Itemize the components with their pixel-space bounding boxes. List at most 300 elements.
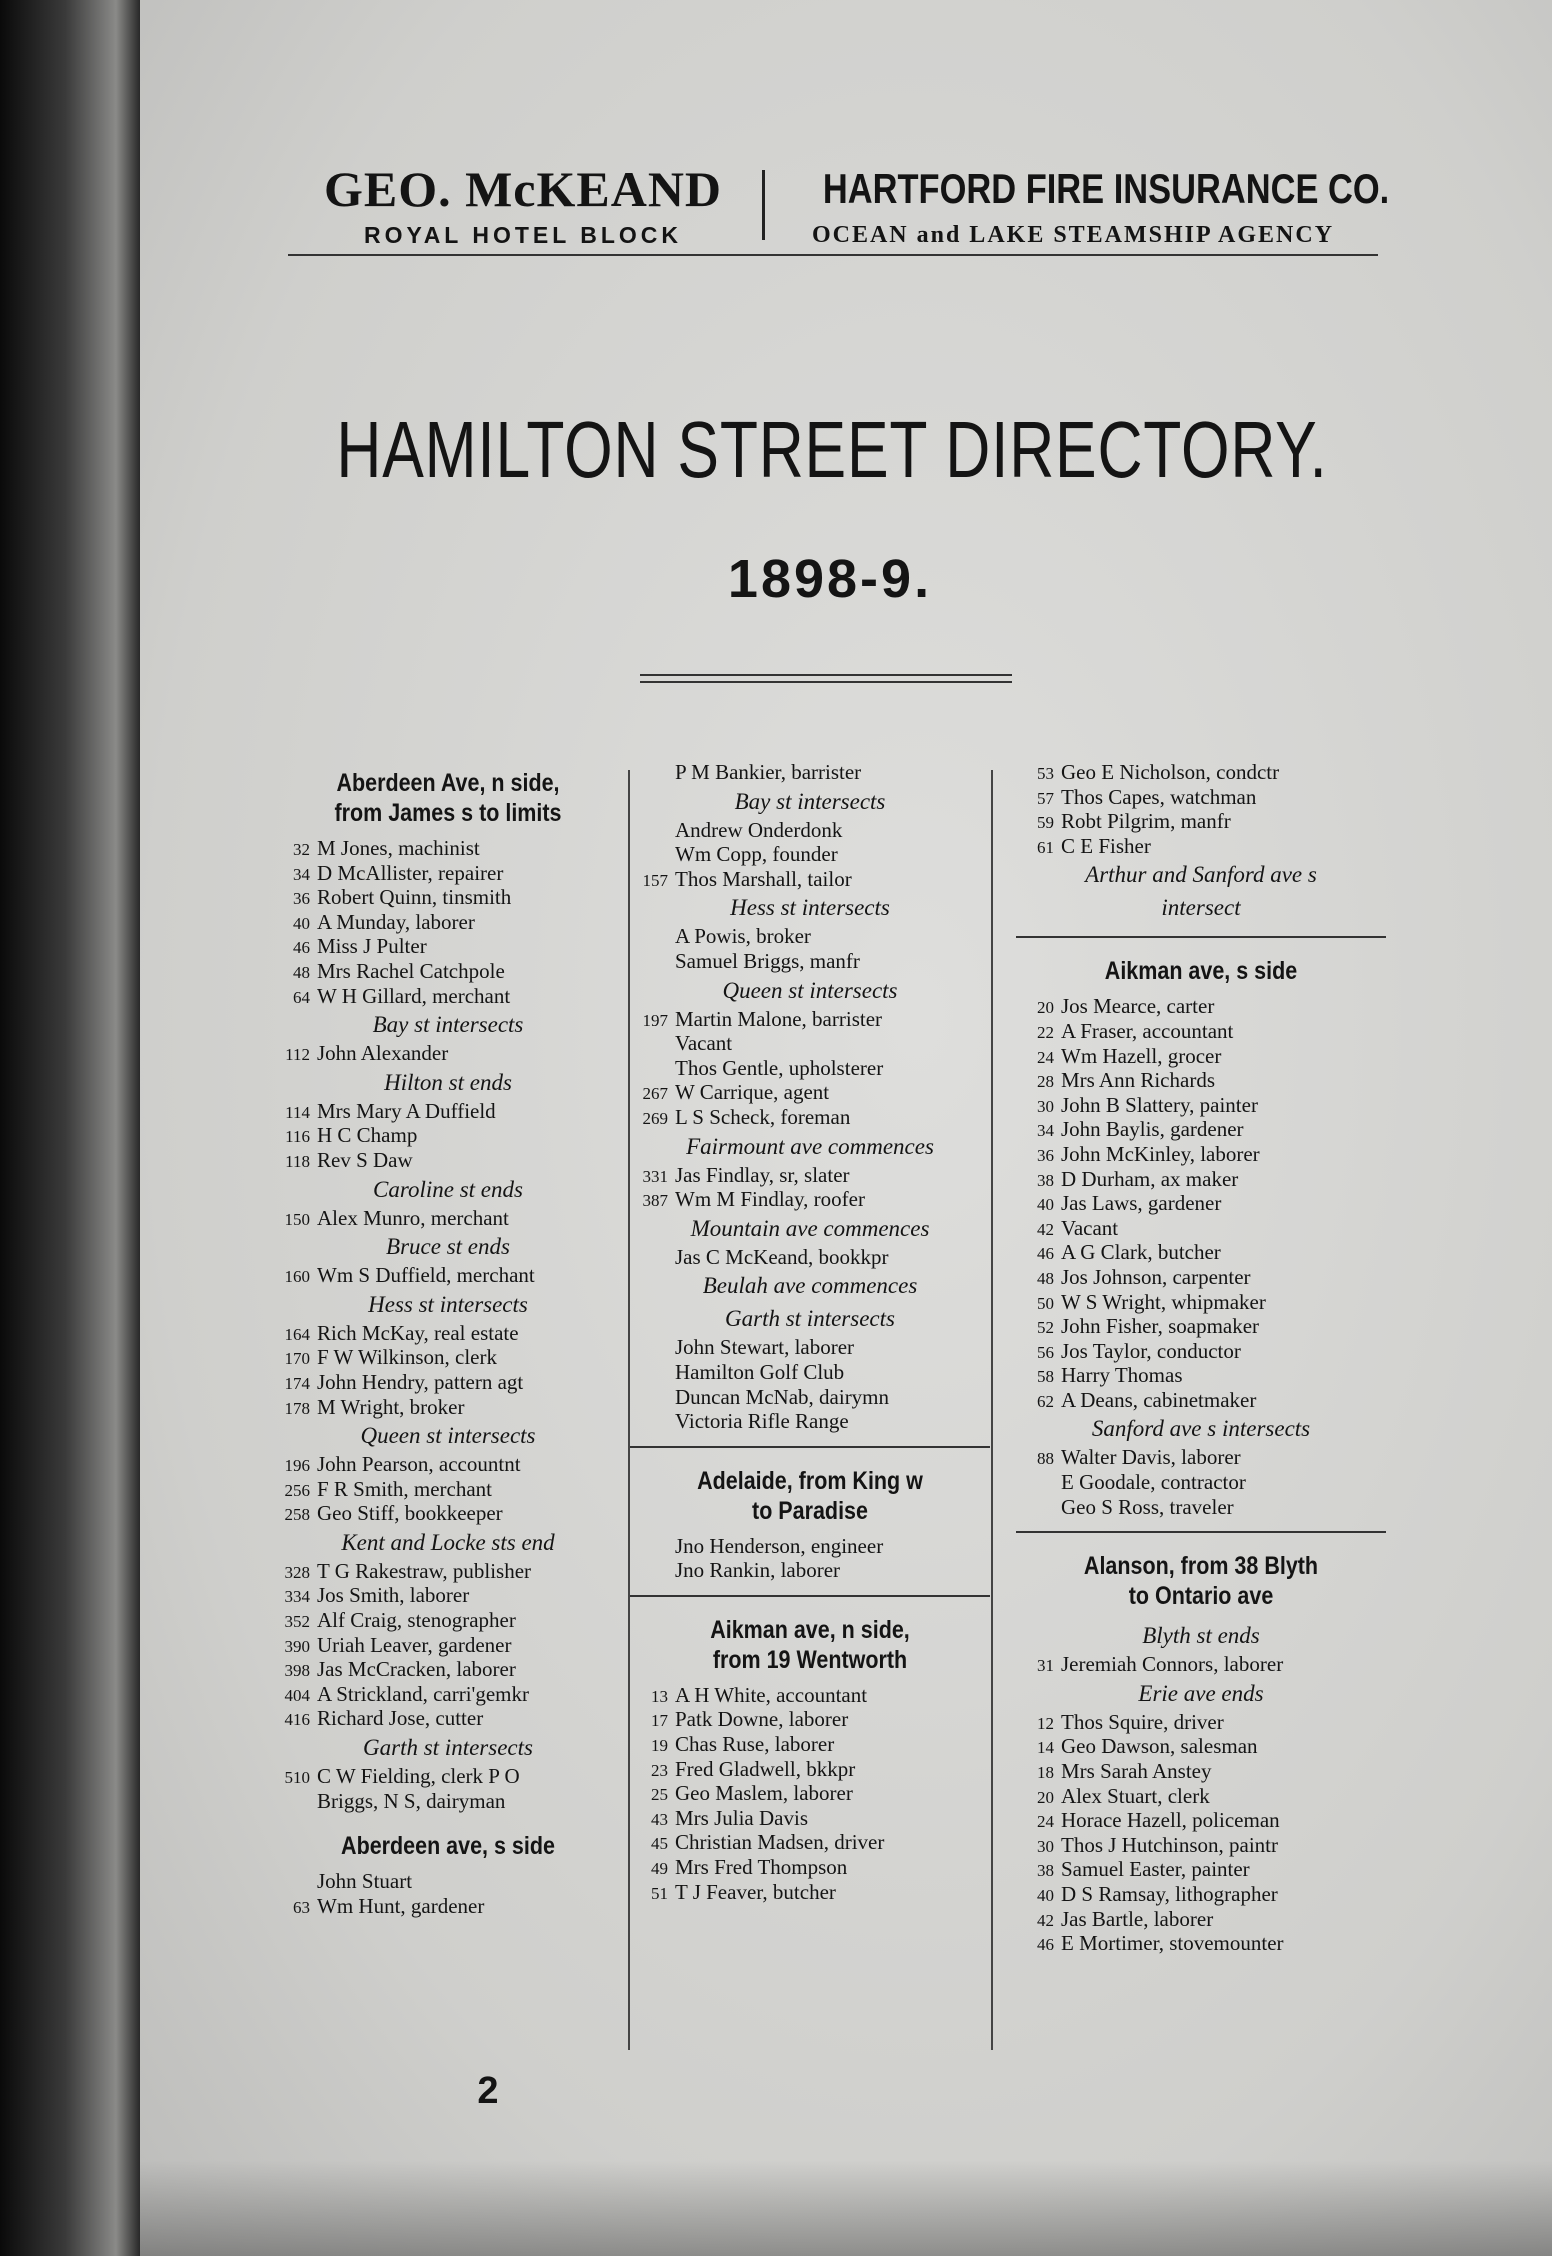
resident-name: Chas Ruse, laborer [675,1732,835,1757]
resident-name: Miss J Pulter [317,934,427,959]
directory-entry [1016,994,1386,1019]
directory-entry [272,1559,624,1584]
house-number: 13 [651,1686,668,1706]
directory-entry [1016,1808,1386,1833]
street-heading-line: from James s to limits [334,799,562,827]
directory-entry [630,1558,990,1583]
resident-name: Samuel Easter, painter [1061,1857,1250,1882]
resident-name: Alex Munro, merchant [317,1205,509,1230]
resident-name: M Jones, machinist [317,836,480,860]
directory-entry [630,842,990,867]
directory-entry [272,1321,624,1346]
section-gap [272,1813,624,1823]
directory-entry [630,867,990,892]
directory-entry [272,1123,624,1148]
ad-rule [288,254,1378,256]
resident-name: M Wright, broker [317,1394,465,1419]
directory-entry [272,1041,624,1066]
resident-name: Mrs Ann Richards [1061,1068,1215,1093]
house-number: 43 [651,1809,668,1829]
house-number: 258 [284,1505,310,1525]
directory-entry [1016,1652,1386,1677]
intersection-note: Bay st intersects [734,788,886,814]
resident-name: T G Rakestraw, publisher [317,1558,532,1583]
directory-entry [1016,1907,1386,1932]
intersection-note: Arthur and Sanford ave s [1085,862,1317,888]
house-number: 269 [642,1108,668,1128]
directory-entry [1016,1314,1386,1339]
section-separator [630,1595,990,1597]
resident-name: A H White, accountant [675,1682,868,1707]
intersection-note: Hess st intersects [730,895,890,921]
resident-name: Mrs Mary A Duffield [317,1098,496,1123]
intersection-note: Mountain ave commences [690,1215,930,1241]
directory-entry [630,1245,990,1270]
resident-name: A Powis, broker [675,924,811,949]
resident-name: Christian Madsen, driver [675,1830,885,1855]
resident-name: Mrs Fred Thompson [675,1855,848,1880]
resident-name: Robert Quinn, tinsmith [317,885,512,910]
resident-name: A Fraser, accountant [1061,1018,1234,1043]
directory-entry [1016,1470,1386,1495]
directory-entry [272,1477,624,1502]
house-number: 20 [1037,1787,1054,1807]
resident-name: John B Slattery, painter [1061,1092,1258,1117]
directory-entry [630,1830,990,1855]
directory-entry [630,1534,990,1559]
directory-entry [1016,1265,1386,1290]
directory-entry [1016,1833,1386,1858]
resident-name: D McAllister, repairer [317,860,504,885]
house-number: 46 [293,938,310,958]
directory-entry [1016,1240,1386,1265]
house-number: 88 [1037,1449,1054,1469]
directory-entry [1016,1388,1386,1413]
directory-entry [272,1583,624,1608]
directory-entry [1016,834,1386,859]
directory-entry [272,1706,624,1731]
resident-name: C W Fielding, clerk P O [317,1764,520,1789]
resident-name: Thos Marshall, tailor [675,866,852,891]
resident-name: John Baylis, gardener [1061,1117,1244,1142]
resident-name: T J Feaver, butcher [675,1879,836,1904]
street-heading [1016,948,1386,994]
intersection-note: Fairmount ave commences [686,1133,934,1159]
directory-entry [630,1880,990,1905]
directory-entry [1016,1019,1386,1044]
house-number: 51 [651,1883,668,1903]
street-heading-line: Aikman ave, s side [1104,957,1298,986]
house-number: 22 [1037,1022,1054,1042]
directory-entry [1016,1216,1386,1241]
directory-entry [272,861,624,886]
directory-column-3 [1016,760,1386,1956]
house-number: 416 [284,1710,310,1730]
resident-name: John Alexander [317,1041,449,1066]
ad-left [288,160,758,252]
resident-name: H C Champ [317,1123,418,1148]
directory-entry [1016,1093,1386,1118]
resident-name: Alf Craig, stenographer [317,1608,516,1633]
house-number: 36 [1037,1145,1054,1165]
resident-name: Rich McKay, real estate [317,1320,519,1345]
street-heading-line: Aberdeen ave, s side [341,1832,555,1861]
resident-name: Thos J Hutchinson, paintr [1061,1832,1278,1857]
resident-name: John Pearson, accountnt [317,1452,521,1477]
resident-name: A Munday, laborer [317,909,475,934]
house-number: 48 [1037,1268,1054,1288]
house-number: 14 [1037,1738,1054,1758]
resident-name: E Mortimer, stovemounter [1061,1931,1284,1956]
house-number: 30 [1037,1836,1054,1856]
directory-entry [1016,1759,1386,1784]
intersection-note: Queen st intersects [722,977,898,1003]
intersection-note: Bay st intersects [372,1012,524,1038]
house-number: 36 [293,889,310,909]
street-heading [1016,1543,1386,1619]
resident-name: Jno Henderson, engineer [675,1533,884,1558]
ad-right-sub: OCEAN and LAKE STEAMSHIP AGENCY [811,222,1335,248]
directory-entry [272,1345,624,1370]
ad-left-sub: ROYAL HOTEL BLOCK [363,222,683,248]
ad-right [768,160,1390,252]
resident-name: E Goodale, contractor [1061,1470,1246,1495]
house-number: 23 [651,1760,668,1780]
house-number: 390 [284,1636,310,1656]
resident-name: Rev S Daw [317,1147,413,1172]
house-number: 150 [284,1209,310,1229]
resident-name: Wm S Duffield, merchant [317,1263,535,1288]
street-heading-line: to Ontario ave [1128,1582,1274,1611]
ad-right-name: HARTFORD FIRE INSURANCE CO. [822,165,1390,212]
directory-entry [1016,1068,1386,1093]
house-number: 28 [1037,1072,1054,1092]
house-number: 49 [651,1859,668,1879]
street-heading-line: Aberdeen Ave, n side, [336,769,560,797]
house-number: 48 [293,962,310,982]
resident-name: Thos Squire, driver [1061,1709,1224,1734]
house-number: 52 [1037,1318,1054,1338]
directory-entry [630,1163,990,1188]
resident-name: Vacant [1061,1215,1119,1240]
directory-entry [630,818,990,843]
house-number: 32 [293,840,310,859]
directory-entry [630,1335,990,1360]
directory-entry [272,1682,624,1707]
directory-entry [630,1080,990,1105]
directory-entry [272,910,624,935]
directory-entry [630,1007,990,1032]
resident-name: Wm Hazell, grocer [1061,1043,1222,1068]
directory-entry [272,1608,624,1633]
house-number: 19 [651,1736,668,1756]
title-rule [640,674,1012,676]
house-number: 25 [651,1785,668,1805]
house-number: 46 [1037,1244,1054,1264]
street-heading [272,1823,624,1869]
ad-divider [762,170,765,240]
resident-name: John Stuart [317,1869,413,1894]
resident-name: F W Wilkinson, clerk [317,1345,497,1370]
resident-name: L S Scheck, foreman [675,1104,851,1129]
resident-name: Martin Malone, barrister [675,1006,883,1031]
section-separator [630,1446,990,1448]
directory-entry [1016,1044,1386,1069]
house-number: 53 [1037,764,1054,783]
directory-column-1 [272,760,624,1918]
house-number: 24 [1037,1812,1054,1832]
directory-entry [1016,1363,1386,1388]
intersection-note: Caroline st ends [373,1176,523,1202]
house-number: 267 [642,1084,668,1104]
street-heading-line: Adelaide, from King w [697,1466,923,1495]
directory-entry [272,885,624,910]
house-number: 178 [284,1398,310,1418]
house-number: 164 [284,1324,310,1344]
directory-entry [630,1855,990,1880]
house-number: 160 [284,1267,310,1287]
house-number: 331 [642,1166,668,1186]
resident-name: Jno Rankin, laborer [675,1558,841,1583]
directory-entry [272,1206,624,1231]
resident-name: A G Clark, butcher [1061,1240,1221,1265]
resident-name: Jos Mearce, carter [1061,994,1215,1019]
house-number: 34 [1037,1121,1054,1141]
intersection-note: Queen st intersects [360,1423,536,1449]
resident-name: Fred Gladwell, bkkpr [675,1756,856,1781]
directory-entry [630,1781,990,1806]
directory-entry [1016,1495,1386,1520]
resident-name: Robt Pilgrim, manfr [1061,809,1231,834]
street-heading-line: from 19 Wentworth [712,1645,908,1674]
directory-entry [272,1764,624,1789]
directory-entry [1016,1445,1386,1470]
directory-entry [272,1263,624,1288]
intersection-note: Sanford ave s intersects [1091,1416,1311,1442]
directory-entry [1016,785,1386,810]
house-number: 24 [1037,1047,1054,1067]
street-heading [630,1607,990,1683]
resident-name: Alex Stuart, clerk [1061,1783,1210,1808]
resident-name: Wm M Findlay, roofer [675,1187,865,1212]
resident-name: Horace Hazell, policeman [1061,1808,1280,1833]
street-heading [630,1458,990,1534]
house-number: 196 [284,1456,310,1476]
directory-entry [1016,1167,1386,1192]
directory-entry [272,1894,624,1919]
section-separator [1016,936,1386,938]
directory-entry [630,1732,990,1757]
house-number: 352 [284,1612,310,1632]
house-number: 116 [285,1127,310,1147]
house-number: 256 [284,1480,310,1500]
directory-entry [1016,809,1386,834]
directory-entry [272,1452,624,1477]
house-number: 56 [1037,1342,1054,1362]
house-number: 18 [1037,1763,1054,1783]
resident-name: Mrs Rachel Catchpole [317,958,505,983]
resident-name: Thos Gentle, upholsterer [675,1055,884,1080]
directory-entry [272,1501,624,1526]
resident-name: Briggs, N S, dairyman [317,1788,506,1813]
street-heading-line: to Paradise [752,1496,868,1525]
resident-name: Harry Thomas [1061,1363,1183,1388]
directory-column-2 [630,760,990,1904]
street-heading-line: Alanson, from 38 Blyth [1083,1552,1319,1581]
intersection-note: Garth st intersects [363,1735,533,1761]
house-number: 62 [1037,1391,1054,1411]
house-number: 34 [293,864,310,884]
directory-entry [630,1707,990,1732]
house-number: 40 [1037,1195,1054,1215]
resident-name: P M Bankier, barrister [675,760,862,784]
resident-name: Jas C McKeand, bookkpr [675,1244,889,1269]
resident-name: John Hendry, pattern agt [317,1369,524,1394]
directory-entry [272,1099,624,1124]
page-title: HAMILTON STREET DIRECTORY. [336,405,1328,494]
advertisement-header [288,160,1390,260]
directory-entry [1016,1931,1386,1956]
resident-name: Duncan McNab, dairymn [675,1384,890,1409]
directory-entry [272,1395,624,1420]
resident-name: Jas Findlay, sr, slater [675,1162,850,1187]
column-divider [991,770,993,2050]
intersection-note: Hess st intersects [368,1291,528,1317]
resident-name: Jas McCracken, laborer [317,1657,516,1682]
directory-entry [630,1187,990,1212]
house-number: 58 [1037,1367,1054,1387]
resident-name: Walter Davis, laborer [1061,1445,1241,1470]
resident-name: F R Smith, merchant [317,1476,492,1501]
resident-name: Richard Jose, cutter [317,1706,484,1731]
directory-entry [272,836,624,861]
resident-name: Mrs Julia Davis [675,1805,808,1830]
directory-entry [272,959,624,984]
directory-entry [272,984,624,1009]
resident-name: Wm Hunt, gardener [317,1893,485,1918]
house-number: 20 [1037,998,1054,1018]
house-number: 42 [1037,1219,1054,1239]
resident-name: Hamilton Golf Club [675,1359,845,1384]
house-number: 50 [1037,1293,1054,1313]
directory-entry [1016,1710,1386,1735]
resident-name: D Durham, ax maker [1061,1166,1239,1191]
intersection-note: Erie ave ends [1138,1680,1264,1706]
directory-entry [630,1360,990,1385]
house-number: 157 [642,870,668,890]
directory-entry [272,1633,624,1658]
directory-entry [630,1683,990,1708]
directory-entry [630,760,990,785]
house-number: 30 [1037,1096,1054,1116]
intersection-note: Beulah ave commences [702,1273,918,1299]
house-number: 45 [651,1834,668,1854]
book-spine [0,0,145,2256]
street-heading [272,760,624,836]
resident-name: Vacant [675,1031,733,1056]
house-number: 46 [1037,1935,1054,1955]
directory-entry [1016,1784,1386,1809]
intersection-note: Hilton st ends [384,1069,512,1095]
page-year: 1898-9. [727,549,933,609]
house-number: 112 [285,1045,310,1065]
directory-entry [1016,1117,1386,1142]
house-number: 42 [1037,1910,1054,1930]
directory-entry [1016,1290,1386,1315]
resident-name: Andrew Onderdonk [675,817,843,842]
house-number: 170 [284,1349,310,1369]
resident-name: Patk Downe, laborer [675,1707,849,1732]
directory-entry [1016,1142,1386,1167]
resident-name: Jos Johnson, carpenter [1061,1264,1251,1289]
resident-name: Jos Smith, laborer [317,1583,470,1608]
directory-entry [630,1056,990,1081]
house-number: 334 [284,1587,310,1607]
resident-name: Samuel Briggs, manfr [675,948,860,973]
house-number: 31 [1037,1656,1054,1676]
resident-name: C E Fisher [1061,833,1151,858]
directory-entry [630,1385,990,1410]
directory-entry [630,1409,990,1434]
resident-name: Geo Maslem, laborer [675,1781,853,1806]
resident-name: W Carrique, agent [675,1080,830,1105]
page-edge-shadow [140,2160,1552,2256]
house-number: 398 [284,1661,310,1681]
resident-name: A Deans, cabinetmaker [1061,1387,1257,1412]
directory-entry [630,924,990,949]
resident-name: Geo Stiff, bookkeeper [317,1501,503,1526]
page-number: 2 [477,2070,499,2112]
house-number: 114 [285,1102,310,1122]
directory-entry [1016,1339,1386,1364]
house-number: 61 [1037,837,1054,857]
house-number: 38 [1037,1170,1054,1190]
resident-name: Mrs Sarah Anstey [1061,1759,1212,1784]
resident-name: W H Gillard, merchant [317,983,511,1008]
resident-name: John McKinley, laborer [1061,1141,1260,1166]
house-number: 64 [293,987,310,1007]
resident-name: A Strickland, carri'gemkr [317,1681,529,1706]
directory-entry [630,1031,990,1056]
intersection-note: Bruce st ends [386,1234,510,1260]
directory-entry [1016,1857,1386,1882]
directory-entry [1016,1191,1386,1216]
resident-name: D S Ramsay, lithographer [1061,1882,1278,1906]
resident-name: Wm Copp, founder [675,842,838,867]
house-number: 40 [293,913,310,933]
directory-entry [630,949,990,974]
house-number: 174 [284,1373,310,1393]
street-heading-line: Aikman ave, n side, [710,1615,910,1644]
directory-entry [1016,1734,1386,1759]
directory-entry [272,1869,624,1894]
title-rule [640,681,1012,683]
resident-name: John Stewart, laborer [675,1335,855,1360]
house-number: 328 [284,1562,310,1582]
resident-name: Jos Taylor, conductor [1061,1338,1241,1363]
resident-name: Jas Laws, gardener [1061,1191,1222,1216]
resident-name: Jas Bartle, laborer [1061,1906,1214,1931]
resident-name: Geo S Ross, traveler [1061,1494,1234,1519]
house-number: 387 [642,1191,668,1211]
directory-entry [630,1806,990,1831]
resident-name: W S Wright, whipmaker [1061,1289,1266,1314]
house-number: 38 [1037,1861,1054,1881]
intersection-note: Kent and Locke sts end [341,1529,555,1555]
house-number: 40 [1037,1886,1054,1905]
intersection-note: intersect [1161,895,1241,921]
house-number: 197 [642,1010,668,1030]
